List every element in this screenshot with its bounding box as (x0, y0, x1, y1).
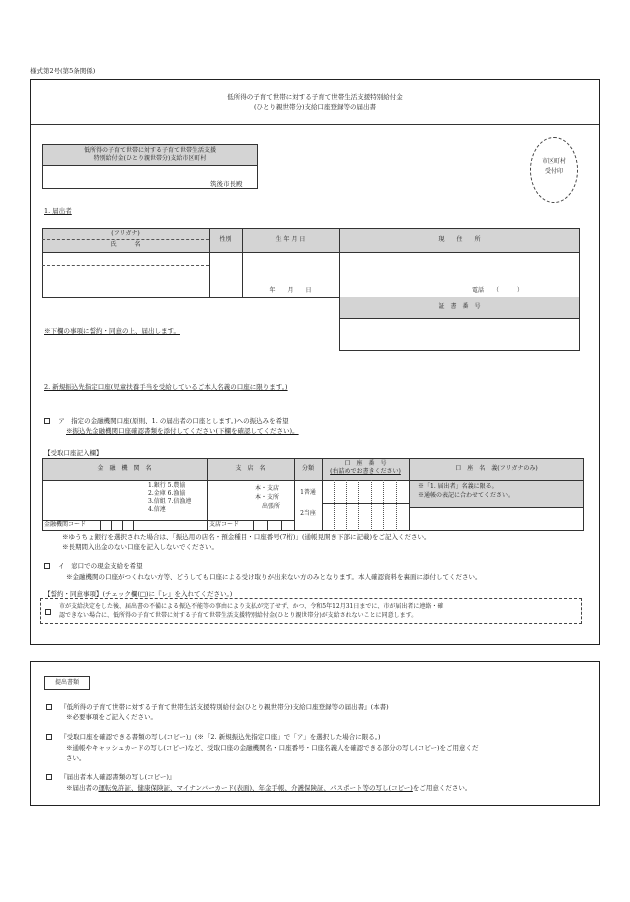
bank-code-label: 金融機関コード (44, 521, 87, 528)
date-fill-label: 年 月 日 (269, 287, 312, 294)
cert-no-header (339, 297, 580, 319)
branch-code-label: 支店コード (209, 521, 240, 528)
option-a[interactable] (44, 417, 289, 426)
branch-type-1: 本・支店 (255, 485, 280, 492)
bank-type-3: 3.信組 7.信漁連 (148, 498, 192, 505)
long-term-note: ※長期間入出金のない口座を記入しないでください。 (62, 543, 218, 551)
item2-checkbox[interactable] (46, 734, 52, 740)
item3-suffix: をご用意ください。 (412, 784, 472, 792)
pledge-heading: 【誓約・同意事項】(チェック欄(□)に『レ』を入れてください。) (44, 590, 233, 598)
title-divider (31, 124, 599, 125)
item3-docs: 運転免許証、健康保険証、マイナンバーカード(表面)、年金手帳、介護保険証、パスポート等の写し(コピー) (98, 784, 413, 792)
birthdate-label: 生 年 月 日 (275, 236, 306, 243)
item3-line1: 『届出者本人確認書類の写し(コピー)』 (60, 773, 176, 781)
addressee-line2: 特別給付金(ひとり親世帯分)支給市区町村 (93, 155, 207, 162)
option-i-line2: ※金融機関の口座がつくれない方等、どうしても口座による受け取りが出来ない方のみとなります。本人確認資料を裏面に添付してください。 (66, 573, 482, 581)
addressee-line1: 低所得の子育て世帯に対する子育て世帯生活支援 (83, 147, 216, 154)
item1-line2: ※必要事項をご記入ください。 (66, 713, 157, 721)
col-holder: 口 座 名 義(フリガナのみ) (455, 465, 538, 472)
address-label: 現 住 所 (438, 236, 481, 243)
col-bank: 金 融 機 関 名 (97, 465, 152, 472)
cert-no-label: 証 書 番 号 (438, 303, 481, 310)
option-i-line1: イ 窓口での現金支給を希望 (58, 562, 143, 570)
account-heading: 【受取口座記入欄】 (44, 449, 103, 457)
yucho-note: ※ゆうちょ銀行を選択された場合は、「振込用の店名・預金種目・口座番号(7桁)」(通帳見開き下部に記載)をご記入ください。 (62, 533, 431, 541)
option-a-checkbox[interactable] (44, 418, 50, 424)
option-i[interactable] (44, 562, 143, 571)
holder-note2: ※通帳の表記に合わせてください。 (418, 492, 515, 499)
phone-label: 電話 （ ） (472, 287, 524, 294)
pledge-box (40, 598, 582, 624)
account-type-2: 2当座 (300, 510, 316, 517)
holder-note1: ※「1. 届出者」名義に限る。 (418, 483, 498, 490)
col-account-no-note: (右詰めでお書きください) (330, 468, 401, 475)
branch-type-3: 出張所 (262, 503, 281, 510)
stamp-line2: 受付印 (544, 168, 563, 175)
form-title-line1: 低所得の子育て世帯に対する子育て世帯生活支援特別給付金 (227, 93, 403, 101)
pledge-line2: 認できない場合に、低所得の子育て世帯に対する子育て世帯生活支援特別給付金(ひとり親世帯分)が支給されないことに同意します。 (59, 612, 418, 619)
account-type-1: 1普通 (300, 489, 316, 496)
item1-checkbox[interactable] (46, 704, 52, 710)
addressee-header (42, 144, 258, 166)
reception-stamp (530, 137, 578, 203)
item3-prefix: ※届出者の (66, 784, 99, 792)
col-branch: 支 店 名 (235, 465, 266, 472)
cert-no-field[interactable] (339, 318, 580, 351)
form-title-line2: (ひとり親世帯分)支給口座登録等の届出書 (253, 103, 377, 111)
item2-line2: ※通帳やキャッシュカードの写し(コピー)など、受取口座の金融機関名・口座番号・口座名義人を確認できる部分の写し(コピー)をご用意くだ (66, 744, 479, 752)
bank-type-4: 4.信連 (148, 506, 166, 513)
submission-item1 (46, 703, 389, 712)
furigana-label: (フリガナ) (111, 230, 140, 237)
option-a-line2: ※振込先金融機関口座確認書類を添付してください(下欄を確認してください)。 (66, 427, 299, 435)
applicant-table (42, 228, 580, 298)
gender-label: 性別 (219, 236, 232, 243)
item2-line1: 『受取口座を確認できる書類の写し(コピー)』(※「2. 新規振込先指定口座」で「ア」を選択した場合に限る。) (60, 733, 381, 741)
pledge-line1: 市が支給決定をした後、届出書の不備による振込不能等の事由により支払が完了せず、かつ、令和5年12月31日までに、市が届出者に連絡・確 (59, 603, 444, 610)
bank-type-2: 2.金庫 6.漁協 (148, 490, 186, 497)
pledge-checkbox[interactable] (45, 609, 51, 615)
mayor-label: 筑後市長殿 (210, 180, 243, 188)
stamp-line1: 市区町村 (541, 158, 566, 165)
section2-heading: 2. 新規振込先指定口座(児童扶養手当を受給しているご本人名義の口座に限ります。) (44, 383, 288, 391)
option-a-line1: ア 指定の金融機関口座(原則、1. の届出者の口座とします。)への振込みを希望 (58, 417, 289, 425)
item3-line2 (66, 784, 471, 793)
submission-item2 (46, 733, 380, 742)
item2-line3: さい。 (66, 754, 86, 762)
bank-type-1: 1.銀行 5.農協 (148, 482, 186, 489)
col-account-no: 口 座 番 号 (344, 460, 387, 467)
submission-item3 (46, 773, 175, 782)
branch-type-2: 本・支所 (255, 494, 280, 501)
name-label: 氏 名 (110, 241, 141, 248)
col-type: 分類 (301, 465, 314, 472)
item1-line1: 『低所得の子育て世帯に対する子育て世帯生活支援特別給付金(ひとり親世帯分)支給口座登録等の届出書』(本書) (60, 703, 389, 711)
option-i-checkbox[interactable] (44, 563, 50, 569)
form-id: 様式第2号(第5条関係) (30, 67, 96, 75)
submission-heading-box (44, 676, 90, 690)
account-table (42, 458, 584, 531)
section1-heading: 1. 届出者 (44, 207, 72, 215)
item3-checkbox[interactable] (46, 774, 52, 780)
pledge-note: ※下欄の事項に誓約・同意の上、届出します。 (44, 327, 180, 335)
submission-heading: 提出書類 (54, 679, 79, 686)
